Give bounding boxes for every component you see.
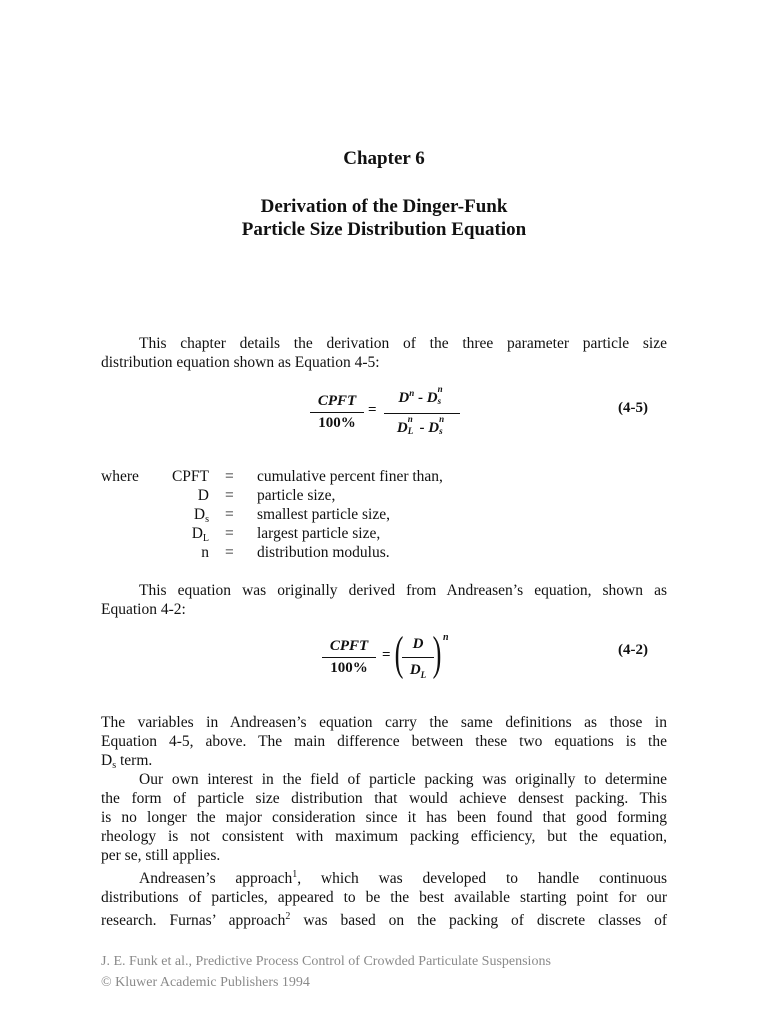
definition-symbol-text: D [197,487,209,504]
eq42-rhs-fraction [402,636,434,680]
definition-symbol-text: D [191,525,203,542]
eq45-den-ds-sup: n [439,414,445,424]
definition-symbol-sub: L [202,533,209,544]
eq45-lhs-denominator: 100% [318,415,356,431]
para4-line-2: the form of particle size distribution that would achieve densest packing. This [101,790,667,807]
eq42-den-d: D [409,662,421,678]
para3-line-2: Equation 4-5, above. The main difference between these two equations is the [101,733,667,750]
paragraph-andreasen-intro [101,581,667,619]
eq42-den-sub: L [420,670,427,680]
chapter-title-line-1: Derivation of the Dinger-Funk [260,196,508,217]
definition-symbol [129,467,209,486]
eq45-den-ds-sub: s [439,426,443,436]
chapter-title [0,195,768,241]
definition-text: distribution modulus. [257,544,390,561]
eq45-num-ds: D [426,390,438,406]
definition-symbol-text: D [193,506,206,523]
eq42-close-paren: ) [432,627,442,680]
eq42-open-paren: ( [394,627,404,680]
para5-line3-b: was based on the packing of discrete classes of [290,912,667,929]
definition-equals: = [225,468,234,485]
eq42-number: (4-2) [618,642,648,658]
eq45-den-dl: D [396,420,408,436]
eq45-num-ds-sup: n [437,384,443,394]
eq45-den-ds: D [428,420,440,436]
paragraph-approach [101,865,667,930]
eq42-equals: = [382,647,391,663]
footnote-ref-2: 2 [285,911,291,922]
eq45-num-d: D [398,390,410,406]
para3-term: term. [116,752,153,769]
definitions-where: where [101,468,139,485]
definition-symbol-text: CPFT [171,468,209,485]
para3-ds: D [101,752,113,769]
definition-text: smallest particle size, [257,506,390,523]
chapter-title-line-2: Particle Size Distribution Equation [241,219,527,240]
eq42-lhs-denominator: 100% [330,660,368,676]
eq42-lhs-numerator: CPFT [329,638,369,654]
para4-line-4: rheology is not consistent with maximum packing efficiency, but the equation, [101,828,667,845]
definition-symbol [129,486,209,505]
intro-line-1: This chapter details the derivation of the three parameter particle size [139,335,667,352]
definition-equals: = [225,487,234,504]
eq45-rhs-bar [384,413,460,414]
eq45-equals: = [368,402,377,418]
intro-line-2: distribution equation shown as Equation 4-5: [101,354,380,371]
eq45-num-minus: - [418,390,423,406]
definition-text: particle size, [257,487,336,504]
chapter-label: Chapter 6 [343,148,425,169]
eq42-rhs-numerator: D [412,636,424,652]
eq42-exponent: n [443,632,449,643]
eq45-lhs-numerator: CPFT [317,393,357,409]
para2-line-1: This equation was originally derived from Andreasen’s equation, shown as [139,582,667,599]
eq45-lhs-bar [310,412,364,413]
eq45-den-minus: - [419,420,425,436]
definition-equals: = [225,506,234,523]
eq42-lhs-fraction [322,638,376,677]
eq45-num-ds-scripts [437,384,446,406]
para3-ds-sub: s [112,760,117,771]
definition-symbol [129,543,209,562]
paragraph-variables [101,713,667,775]
equation-4-5 [0,384,768,448]
eq45-number: (4-5) [618,400,648,416]
footer-copyright: © Kluwer Academic Publishers 1994 [101,975,310,990]
equation-4-2 [0,628,768,688]
paragraph-interest [101,770,667,865]
eq45-num-ds-sub: s [437,396,442,406]
intro-paragraph [101,334,667,372]
footnote-ref-1: 1 [292,869,298,880]
para2-line-2: Equation 4-2: [101,601,186,618]
eq45-den-dl-sup: n [407,414,413,424]
definition-equals: = [225,525,234,542]
eq42-rhs-denominator [402,662,434,680]
para5-line1-a: Andreasen’s approach [139,870,293,887]
eq45-rhs-numerator [384,384,460,407]
eq45-rhs-denominator [384,414,460,437]
eq45-den-ds-scripts [439,414,447,436]
definition-equals: = [225,544,234,561]
para5-line3-a: research. Furnas’ approach [101,912,286,929]
para4-line-5: per se, still applies. [101,847,221,864]
eq45-rhs-fraction [384,384,460,437]
eq45-num-d-sup: n [409,388,415,398]
eq45-den-dl-scripts [407,414,416,436]
footer-citation: J. E. Funk et al., Predictive Process Control of Crowded Particulate Suspensions [101,954,551,969]
para5-line-1 [101,865,667,888]
eq42-rhs-bar [402,657,434,658]
para4-line-1: Our own interest in the field of particle packing was originally to determine [139,771,667,788]
para5-line-2: distributions of particles, appeared to be the best available starting point for our [101,889,667,906]
definition-text: cumulative percent finer than, [257,468,443,485]
definition-symbol-sub: s [205,514,209,525]
para4-line-3: is no longer the major consideration since it has been found that good forming [101,809,667,826]
definition-symbol-text: n [201,544,209,561]
para5-line1-b: , which was developed to handle continuous [297,870,667,887]
definition-text: largest particle size, [257,525,381,542]
para3-line-1: The variables in Andreasen’s equation carry the same definitions as those in [101,714,667,731]
eq42-lhs-bar [322,657,376,658]
para5-line-3 [101,907,667,930]
eq45-den-dl-sub: L [407,426,414,436]
eq45-lhs-fraction [310,393,364,432]
page-footer [101,951,551,993]
